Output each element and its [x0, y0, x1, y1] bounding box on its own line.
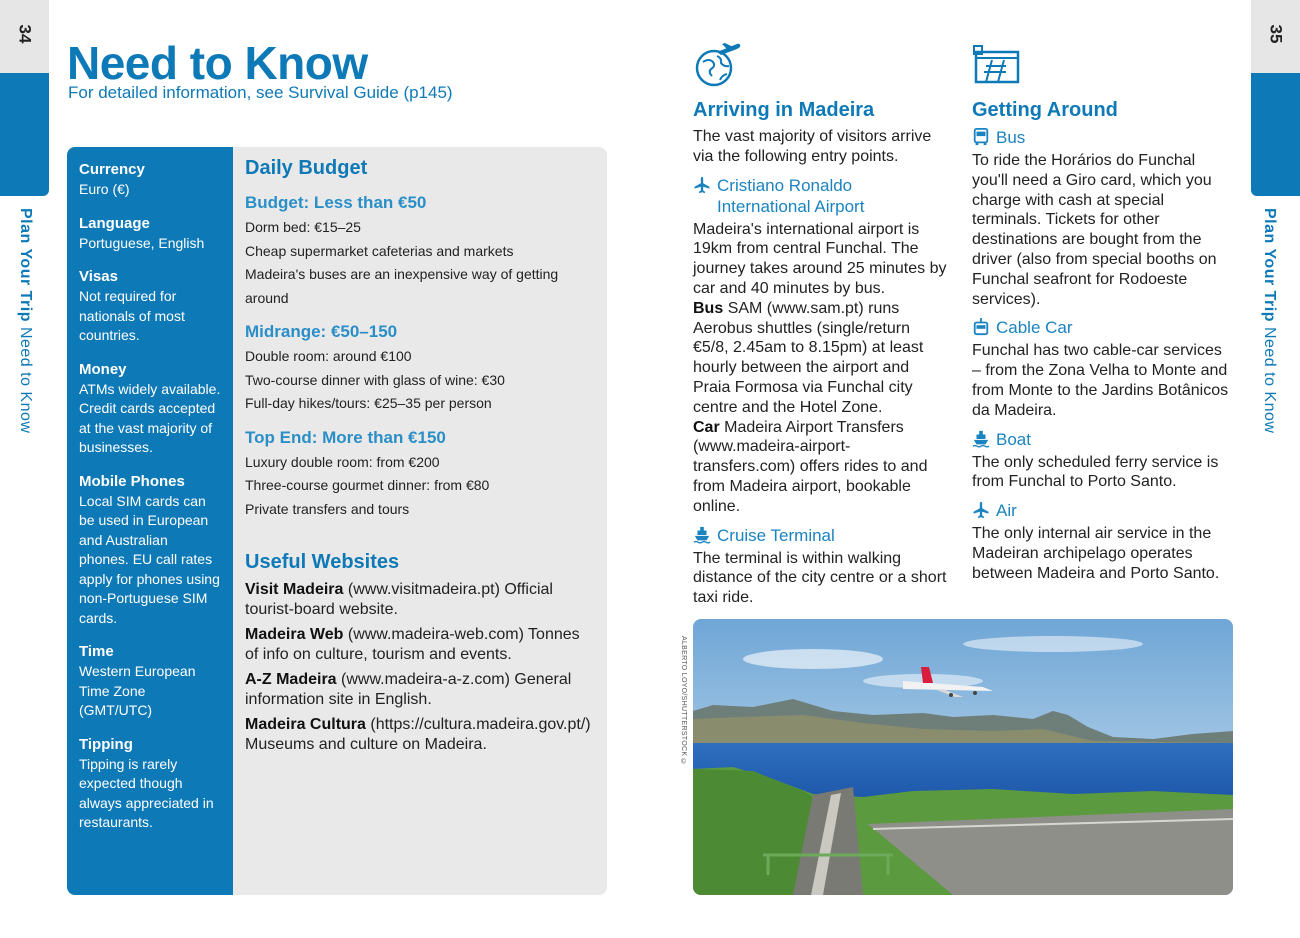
cruise-heading: [693, 525, 949, 546]
right-tab-accent: [1251, 73, 1300, 196]
car-label: Car: [693, 418, 720, 436]
website-desc: (https://cultura.madeira.gov.pt/) Museums and culture on Madeira.: [245, 716, 591, 753]
cruise-text: The terminal is within walking distance of the city centre or a short taxi ride.: [693, 549, 947, 607]
fact-currency: [79, 160, 221, 200]
mode-bus-heading: [972, 127, 1234, 148]
fact-value: Tipping is rarely expected though always appreciated in restaurants.: [79, 755, 214, 830]
fact-label: Tipping: [79, 735, 133, 753]
left-tab-accent: [0, 73, 49, 196]
fact-mobile-phones: [79, 472, 221, 629]
fact-value: ATMs widely available. Credit cards accepted at the vast majority of businesses.: [79, 380, 221, 455]
mode-text: Funchal has two cable-car services – from the Zona Velha to Monte and from Monte to the Jardins Botânicos da Madeira.: [972, 342, 1229, 419]
arriving-heading: Arriving in Madeira: [693, 99, 875, 121]
tier-item: Two-course dinner with glass of wine: €30: [245, 371, 505, 388]
car-text: Madeira Airport Transfers (www.madeira-airport-transfers.com) offers rides to and from Madeira airport, bookable online.: [693, 418, 928, 515]
budget-tier-top-end: [245, 427, 595, 522]
tier-item: Three-course gourmet dinner: from €80: [245, 477, 490, 493]
plane-icon: [972, 501, 990, 519]
cable-car-icon: [972, 318, 990, 336]
fact-time: [79, 642, 221, 721]
tier-title: Top End: More than €150: [245, 427, 446, 447]
globe-plane-icon: [693, 40, 743, 90]
running-head-chapter: Need to Know: [17, 326, 34, 434]
airport-desc: Madeira's international airport is 19km from central Funchal. The journey takes around 25 minutes by car and 40 minutes by bus.: [693, 220, 947, 297]
fact-label: Mobile Phones: [79, 472, 185, 490]
airport-landscape-illustration: [693, 619, 1233, 895]
page-subtitle: For detailed information, see Survival Guide (p145): [68, 83, 453, 102]
mode-title: Bus: [996, 128, 1026, 147]
running-head-section: Plan Your Trip: [1261, 208, 1278, 322]
tier-item: Full-day hikes/tours: €25–35 per person: [245, 395, 492, 411]
mode-title: Cable Car: [996, 318, 1073, 338]
website-name: Madeira Web: [245, 626, 344, 643]
fact-language: [79, 214, 221, 254]
getting-around-heading: Getting Around: [972, 99, 1118, 121]
running-head-chapter: Need to Know: [1261, 326, 1278, 434]
website-name: Visit Madeira: [245, 581, 344, 598]
mode-air-heading: [972, 500, 1234, 521]
budget-panel: [233, 147, 607, 895]
running-head-left: [16, 208, 34, 433]
website-desc: (www.visitmadeira.pt) Official tourist-board website.: [245, 581, 553, 618]
mode-boat-heading: [972, 429, 1234, 450]
tier-item: Madeira's buses are an inexpensive way of getting around: [245, 266, 559, 306]
fact-label: Currency: [79, 161, 145, 178]
mode-text: The only internal air service in the Madeiran archipelago operates between Madeira and Porto Santo.: [972, 525, 1220, 582]
page-number-left: 34: [15, 24, 35, 44]
mode-cable-car-heading: [972, 317, 1234, 338]
arriving-column: [693, 40, 949, 608]
fact-value: Euro (€): [79, 181, 130, 197]
tier-item: Cheap supermarket cafeterias and markets: [245, 242, 514, 259]
fact-value: Western European Time Zone (GMT/UTC): [79, 663, 196, 718]
daily-budget-heading: Daily Budget: [245, 157, 368, 179]
airport-text: [693, 220, 949, 517]
page-number-right: 35: [1266, 24, 1286, 44]
cruise-title: Cruise Terminal: [717, 525, 835, 545]
fact-label: Visas: [79, 268, 118, 285]
useful-websites-heading: Useful Websites: [245, 551, 400, 573]
fact-value: Not required for nationals of most countries.: [79, 288, 185, 343]
budget-tier-midrange: [245, 321, 595, 416]
airport-photo: [693, 619, 1233, 895]
fact-label: Time: [79, 643, 114, 660]
fact-tipping: [79, 735, 221, 833]
fact-label: Language: [79, 214, 150, 232]
facts-sidebar: [67, 147, 233, 895]
getting-around-column: [972, 40, 1234, 584]
ship-icon: [693, 526, 711, 544]
mode-text: The only scheduled ferry service is from Funchal to Porto Santo.: [972, 453, 1219, 491]
airport-title: Cristiano Ronaldo International Airport: [717, 175, 865, 216]
website-desc: (www.madeira-a-z.com) General information site in English.: [245, 671, 572, 708]
mode-text: To ride the Horários do Funchal you'll need a Giro card, which you charge with cash at special terminals. Tickets for other destinations are bought from the driver (also from special booths on Funchal seafront for Rodoeste services).: [972, 152, 1217, 308]
fact-value: Portuguese, English: [79, 234, 205, 251]
budget-tier-budget: [245, 192, 595, 310]
website-entry: [245, 715, 595, 755]
tier-item: Dorm bed: €15–25: [245, 219, 361, 235]
arriving-intro: The vast majority of visitors arrive via the following entry points.: [693, 128, 932, 165]
boat-icon: [972, 430, 990, 448]
running-head-section: Plan Your Trip: [17, 208, 34, 322]
plane-icon: [693, 176, 711, 194]
fact-money: [79, 360, 221, 458]
website-entry: [245, 580, 595, 620]
tier-title: Midrange: €50–150: [245, 322, 398, 341]
website-desc: (www.madeira-web.com) Tonnes of info on culture, tourism and events.: [245, 626, 580, 663]
photo-credit: ALBERTO LOYO/SHUTTERSTOCK ©: [680, 636, 687, 766]
tier-item: Double room: around €100: [245, 348, 412, 364]
airport-heading: [693, 175, 949, 217]
bus-icon: [972, 128, 990, 146]
page-title: Need to Know: [67, 37, 368, 89]
bus-label: Bus: [693, 299, 724, 317]
website-name: A-Z Madeira: [245, 671, 337, 688]
fact-visas: [79, 267, 221, 346]
tier-item: Private transfers and tours: [245, 500, 410, 517]
running-head-right: [1260, 208, 1278, 433]
train-station-icon: [972, 40, 1022, 90]
fact-label: Money: [79, 360, 127, 378]
tier-title: Budget: Less than €50: [245, 193, 427, 212]
mode-title: Air: [996, 501, 1017, 521]
bus-text: SAM (www.sam.pt) runs Aerobus shuttles (single/return €5/8, 2.45am to 8.15pm) at least hourly between the airport and Praia Formosa via Funchal city centre and the Hotel Zone.: [693, 299, 924, 416]
mode-title: Boat: [996, 429, 1031, 449]
website-entry: [245, 625, 595, 665]
website-name: Madeira Cultura: [245, 716, 366, 733]
website-entry: [245, 670, 595, 710]
fact-value: Local SIM cards can be used in European and Australian phones. EU call rates apply for phones using non-Portuguese SIM cards.: [79, 492, 220, 626]
tier-item: Luxury double room: from €200: [245, 453, 440, 470]
